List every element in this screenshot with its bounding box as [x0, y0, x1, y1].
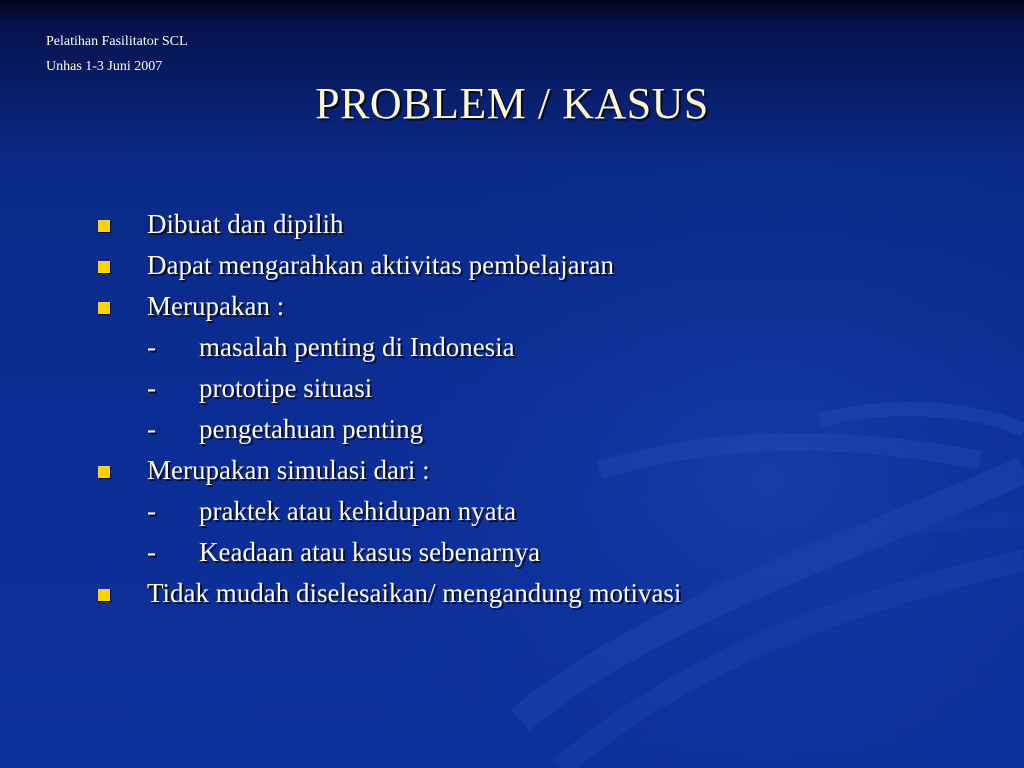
dash-marker: - [147, 537, 156, 567]
list-item-text: Dibuat dan dipilih [147, 209, 344, 239]
slide-title: PROBLEM / KASUS [315, 79, 709, 128]
dash-marker: - [147, 373, 156, 403]
header-line-1: Pelatihan Fasilitator SCL [46, 34, 188, 49]
list-item-text: Merupakan simulasi dari : [147, 455, 430, 485]
list-item-text: Merupakan : [147, 291, 285, 321]
square-bullet-icon [98, 589, 110, 601]
square-bullet-icon [98, 466, 110, 478]
list-item-text: Dapat mengarahkan aktivitas pembelajaran [147, 250, 615, 280]
sub-list-item-text: masalah penting di Indonesia [199, 332, 515, 362]
dash-marker: - [147, 332, 156, 362]
sub-list-item-text: praktek atau kehidupan nyata [199, 496, 517, 526]
sub-list-item-text: pengetahuan penting [199, 414, 424, 444]
square-bullet-icon [98, 261, 110, 273]
dash-marker: - [147, 414, 156, 444]
list-item-text: Tidak mudah diselesaikan/ mengandung motivasi [147, 578, 682, 608]
dash-marker: - [147, 496, 156, 526]
sub-list-item-text: Keadaan atau kasus sebenarnya [199, 537, 541, 567]
sub-list-item-text: prototipe situasi [199, 373, 373, 403]
square-bullet-icon [98, 302, 110, 314]
square-bullet-icon [98, 220, 110, 232]
header-line-2: Unhas 1-3 Juni 2007 [46, 59, 163, 74]
